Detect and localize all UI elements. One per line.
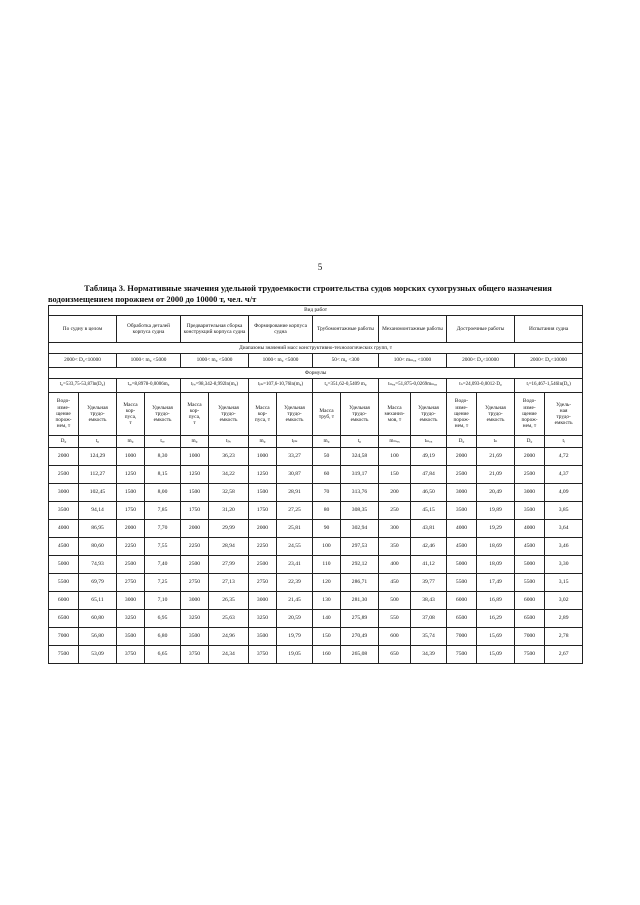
table-cell: 2250 [181, 538, 209, 556]
table-cell: 15,09 [477, 646, 515, 664]
table-cell: 160 [313, 646, 341, 664]
formulas-header: Формулы [49, 368, 583, 379]
table-cell: 292,12 [341, 556, 379, 574]
symbol-cell: D₀ [49, 436, 79, 448]
range-cell: 2000< D₀<10000 [447, 354, 515, 368]
table-cell: 7,40 [145, 556, 181, 574]
table-cell: 6500 [515, 610, 545, 628]
table-cell: 1750 [249, 502, 277, 520]
table-cell: 5000 [49, 556, 79, 574]
table-cell: 74,93 [79, 556, 117, 574]
table-cell: 24,55 [277, 538, 313, 556]
table-cell: 25,63 [209, 610, 249, 628]
table-row [49, 466, 583, 484]
table-cell: 2500 [117, 556, 145, 574]
table-cell: 2000 [447, 448, 477, 466]
table-cell: 6,65 [145, 646, 181, 664]
table-cell: 49,19 [411, 448, 447, 466]
work-type-cell: Достроечные работы [447, 316, 515, 343]
table-cell: 7500 [49, 646, 79, 664]
table-cell: 1000 [181, 448, 209, 466]
table-cell: 32,58 [209, 484, 249, 502]
table-cell: 7000 [49, 628, 79, 646]
table-cell: 275,89 [341, 610, 379, 628]
table-cell: 110 [313, 556, 341, 574]
work-type-cell: Предварительная сборка конструкций корпуса судна [181, 316, 249, 343]
column-header: Масса кор- пуса, т [249, 393, 277, 436]
table-cell: 1500 [249, 484, 277, 502]
table-cell: 45,15 [411, 502, 447, 520]
table-cell: 308,35 [341, 502, 379, 520]
table-row [49, 448, 583, 466]
table-cell: 7000 [515, 628, 545, 646]
caption-line-2: водоизмещением порожнем от 2000 до 10000 т, чел. ч/т [48, 294, 257, 304]
column-header: Удельная трудо- емкость [209, 393, 249, 436]
formula-cell: tₚₑ=98,342-8,992ln(m₀) [181, 379, 249, 393]
table-row [49, 502, 583, 520]
table-cell: 3000 [117, 592, 145, 610]
table-cell: 6,95 [145, 610, 181, 628]
table-cell: 297,53 [341, 538, 379, 556]
table-cell: 50 [313, 448, 341, 466]
symbol-cell: tₘₑₓ [411, 436, 447, 448]
table-cell: 26,35 [209, 592, 249, 610]
table-cell: 2250 [117, 538, 145, 556]
table-cell: 1250 [181, 466, 209, 484]
table-cell: 16,89 [477, 592, 515, 610]
table-cell: 2500 [249, 556, 277, 574]
table-cell: 19,05 [277, 646, 313, 664]
table-cell: 3500 [249, 628, 277, 646]
table-cell: 2000 [49, 448, 79, 466]
table-cell: 6500 [49, 610, 79, 628]
range-cell: 2000< D₀<10000 [515, 354, 583, 368]
table-cell: 60,80 [79, 610, 117, 628]
table-cell: 313,76 [341, 484, 379, 502]
table-cell: 60 [313, 466, 341, 484]
table-cell: 265,08 [341, 646, 379, 664]
table-cell: 5500 [515, 574, 545, 592]
table-cell: 31,20 [209, 502, 249, 520]
table-cell: 1000 [117, 448, 145, 466]
table-cell: 286,71 [341, 574, 379, 592]
table-cell: 130 [313, 592, 341, 610]
table-cell: 302,94 [341, 520, 379, 538]
symbol-cell: m₀ [249, 436, 277, 448]
table-cell: 43,81 [411, 520, 447, 538]
table-cell: 38,43 [411, 592, 447, 610]
table-cell: 4,72 [545, 448, 583, 466]
table-cell: 5500 [447, 574, 477, 592]
table-cell: 450 [379, 574, 411, 592]
table-cell: 69,79 [79, 574, 117, 592]
column-header: Масса кор- пуса, т [181, 393, 209, 436]
table-cell: 3,02 [545, 592, 583, 610]
formula-cell: t₀=351,62-0,5409 m₀ [313, 379, 379, 393]
table-cell: 19,29 [477, 520, 515, 538]
table-cell: 18,69 [477, 538, 515, 556]
table-cell: 37,08 [411, 610, 447, 628]
column-header: Масса кор- пуса, т [117, 393, 145, 436]
table-cell: 4000 [49, 520, 79, 538]
table-cell: 3,15 [545, 574, 583, 592]
table-cell: 86,95 [79, 520, 117, 538]
symbol-cell: tᵢ [545, 436, 583, 448]
table-cell: 15,69 [477, 628, 515, 646]
table-cell: 18,09 [477, 556, 515, 574]
table-row [49, 520, 583, 538]
work-type-cell: Обработка деталей корпуса судна [117, 316, 181, 343]
table-cell: 3500 [515, 502, 545, 520]
table-cell: 3000 [49, 484, 79, 502]
table-cell: 150 [379, 466, 411, 484]
table-cell: 3000 [447, 484, 477, 502]
range-cell: 2000< D₀<10000 [49, 354, 117, 368]
symbol-cell: m₀ [117, 436, 145, 448]
table-cell: 33,27 [277, 448, 313, 466]
table-cell: 27,13 [209, 574, 249, 592]
table-cell: 4500 [49, 538, 79, 556]
table-cell: 6,80 [145, 628, 181, 646]
column-header: Удель- ная трудо- емкость [545, 393, 583, 436]
table-cell: 650 [379, 646, 411, 664]
table-cell: 3000 [515, 484, 545, 502]
formula-cell: tᵢ=16,467-1,546ln(D₀) [515, 379, 583, 393]
table-cell: 1250 [249, 466, 277, 484]
range-cell: 1000< m₀ <5000 [117, 354, 181, 368]
symbol-cell: m₀ [313, 436, 341, 448]
table-row [49, 628, 583, 646]
table-cell: 3500 [49, 502, 79, 520]
column-header: Водо- изме- щение порож- нем, т [49, 393, 79, 436]
table-cell: 25,81 [277, 520, 313, 538]
table-cell: 112,27 [79, 466, 117, 484]
table-cell: 20,49 [477, 484, 515, 502]
table-cell: 90 [313, 520, 341, 538]
table-cell: 350 [379, 538, 411, 556]
column-header: Масса труб, т [313, 393, 341, 436]
table-cell: 7,55 [145, 538, 181, 556]
table-cell: 500 [379, 592, 411, 610]
table-cell: 6000 [49, 592, 79, 610]
table-cell: 3250 [249, 610, 277, 628]
column-header: Удельная трудо- емкость [79, 393, 117, 436]
table-cell: 39,77 [411, 574, 447, 592]
table-cell: 150 [313, 628, 341, 646]
table-cell: 2250 [249, 538, 277, 556]
table-cell: 2,89 [545, 610, 583, 628]
table-cell: 6000 [447, 592, 477, 610]
table-cell: 2,78 [545, 628, 583, 646]
table-cell: 4500 [447, 538, 477, 556]
table-cell: 53,09 [79, 646, 117, 664]
table-cell: 7500 [515, 646, 545, 664]
work-type-cell: Механомонтажные работы [379, 316, 447, 343]
table-cell: 550 [379, 610, 411, 628]
table-cell: 5000 [515, 556, 545, 574]
table-cell: 94,14 [79, 502, 117, 520]
table-cell: 6000 [515, 592, 545, 610]
table-cell: 3750 [249, 646, 277, 664]
table-cell: 3500 [181, 628, 209, 646]
range-cell: 100< mₘₑₓ <1000 [379, 354, 447, 368]
table-cell: 300 [379, 520, 411, 538]
table-cell: 400 [379, 556, 411, 574]
table-cell: 200 [379, 484, 411, 502]
table-cell: 2750 [249, 574, 277, 592]
table-cell: 30,87 [277, 466, 313, 484]
symbol-cell: m₀ [181, 436, 209, 448]
table-cell: 140 [313, 610, 341, 628]
table-cell: 34,39 [411, 646, 447, 664]
table-cell: 16,29 [477, 610, 515, 628]
table-cell: 1750 [117, 502, 145, 520]
formula-cell: t₀=533,75-53,87ln(D₀) [49, 379, 117, 393]
table-cell: 21,69 [477, 448, 515, 466]
table-cell: 2000 [181, 520, 209, 538]
table-cell: 7,70 [145, 520, 181, 538]
table-row [49, 574, 583, 592]
symbol-cell: D₀ [447, 436, 477, 448]
table-cell: 2750 [117, 574, 145, 592]
table-cell: 324,58 [341, 448, 379, 466]
table-cell: 28,91 [277, 484, 313, 502]
norms-table [48, 305, 583, 664]
table-cell: 3750 [181, 646, 209, 664]
table-cell: 3000 [181, 592, 209, 610]
table-cell: 3500 [447, 502, 477, 520]
table-cell: 24,34 [209, 646, 249, 664]
column-header: Масса механиз- мов, т [379, 393, 411, 436]
work-type-header: Вид работ [49, 306, 583, 316]
table-cell: 3,30 [545, 556, 583, 574]
table-cell: 34,22 [209, 466, 249, 484]
symbol-cell: mₘₑₓ [379, 436, 411, 448]
table-cell: 8,15 [145, 466, 181, 484]
table-cell: 4500 [515, 538, 545, 556]
ranges-header: Диапазоны значений масс конструктивно-технологических групп, т [49, 343, 583, 354]
table-cell: 2,67 [545, 646, 583, 664]
table-cell: 65,11 [79, 592, 117, 610]
table-cell: 35,74 [411, 628, 447, 646]
formula-cell: tₘₑₓ=51,875-0,0269mₘₑₓ [379, 379, 447, 393]
formula-cell: tₒₑ=8,8978-0,0006m₀ [117, 379, 181, 393]
table-cell: 2000 [515, 448, 545, 466]
symbol-cell: tₒₑ [145, 436, 181, 448]
table-cell: 6500 [447, 610, 477, 628]
column-header: Удельная трудо- емкость [341, 393, 379, 436]
table-cell: 3000 [249, 592, 277, 610]
table-cell: 46,50 [411, 484, 447, 502]
table-row [49, 646, 583, 664]
table-cell: 24,96 [209, 628, 249, 646]
table-caption [48, 283, 588, 305]
table-cell: 2500 [181, 556, 209, 574]
table-cell: 3250 [181, 610, 209, 628]
table-cell: 1750 [181, 502, 209, 520]
range-cell: 1000< m₀ <5000 [181, 354, 249, 368]
formula-cell: tₙ=24,093-0,0012·D₀ [447, 379, 515, 393]
table-cell: 23,41 [277, 556, 313, 574]
table-cell: 28,94 [209, 538, 249, 556]
table-cell: 36,23 [209, 448, 249, 466]
table-cell: 7,85 [145, 502, 181, 520]
column-header: Водо- изме- щение порож- нем, т [515, 393, 545, 436]
table-cell: 2500 [49, 466, 79, 484]
table-cell: 2500 [515, 466, 545, 484]
table-cell: 2750 [181, 574, 209, 592]
symbol-cell: tₚₖ [277, 436, 313, 448]
symbol-cell: tₚₑ [209, 436, 249, 448]
table-cell: 2000 [117, 520, 145, 538]
table-row [49, 484, 583, 502]
work-type-cell: Испытания судна [515, 316, 583, 343]
table-cell: 4,37 [545, 466, 583, 484]
table-cell: 5500 [49, 574, 79, 592]
table-cell: 17,49 [477, 574, 515, 592]
table-cell: 3,85 [545, 502, 583, 520]
table-cell: 80,60 [79, 538, 117, 556]
table-cell: 8,00 [145, 484, 181, 502]
table-cell: 27,99 [209, 556, 249, 574]
caption-line-1: Таблица 3. Нормативные значения удельной трудоемкости строительства судов морских сухогрузных общего назначения [84, 283, 552, 293]
work-type-cell: По судну в целом [49, 316, 117, 343]
table-cell: 7000 [447, 628, 477, 646]
table-cell: 1500 [117, 484, 145, 502]
table-cell: 1000 [249, 448, 277, 466]
range-cell: 50< m₀ <300 [313, 354, 379, 368]
table-cell: 600 [379, 628, 411, 646]
table-cell: 1500 [181, 484, 209, 502]
table-cell: 4000 [515, 520, 545, 538]
table-cell: 1250 [117, 466, 145, 484]
table-cell: 3,64 [545, 520, 583, 538]
table-cell: 7,10 [145, 592, 181, 610]
formula-cell: tₚₖ=107,6-10,76ln(m₀) [249, 379, 313, 393]
table-cell: 8,30 [145, 448, 181, 466]
table-cell: 41,12 [411, 556, 447, 574]
table-cell: 4000 [447, 520, 477, 538]
symbol-cell: D₀ [515, 436, 545, 448]
table-cell: 3750 [117, 646, 145, 664]
table-row [49, 538, 583, 556]
table-cell: 21,45 [277, 592, 313, 610]
table-cell: 3,46 [545, 538, 583, 556]
table-cell: 3500 [117, 628, 145, 646]
column-header: Удельная трудо- емкость [277, 393, 313, 436]
table-cell: 4,09 [545, 484, 583, 502]
table-cell: 29,99 [209, 520, 249, 538]
table-cell: 250 [379, 502, 411, 520]
page-number: 5 [317, 262, 323, 272]
table-cell: 27,25 [277, 502, 313, 520]
symbol-cell: t₀ [79, 436, 117, 448]
table-cell: 102,45 [79, 484, 117, 502]
table-cell: 20,59 [277, 610, 313, 628]
table-row [49, 556, 583, 574]
table-cell: 19,89 [477, 502, 515, 520]
table-cell: 281,30 [341, 592, 379, 610]
column-header: Удельная трудо- емкость [477, 393, 515, 436]
table-cell: 3250 [117, 610, 145, 628]
symbol-cell: t₀ [341, 436, 379, 448]
table-cell: 319,17 [341, 466, 379, 484]
table-cell: 120 [313, 574, 341, 592]
table-cell: 70 [313, 484, 341, 502]
table-cell: 21,09 [477, 466, 515, 484]
table-cell: 42,46 [411, 538, 447, 556]
table-cell: 7,25 [145, 574, 181, 592]
table-cell: 80 [313, 502, 341, 520]
table-cell: 5000 [447, 556, 477, 574]
table-cell: 22,39 [277, 574, 313, 592]
table-cell: 19,79 [277, 628, 313, 646]
table-row [49, 592, 583, 610]
table-row [49, 610, 583, 628]
table-cell: 2000 [249, 520, 277, 538]
table-cell: 100 [379, 448, 411, 466]
table-cell: 270,49 [341, 628, 379, 646]
range-cell: 1000< m₀ <5000 [249, 354, 313, 368]
work-type-cell: Трубомонтажные работы [313, 316, 379, 343]
work-type-cell: Формирование корпуса судна [249, 316, 313, 343]
column-header: Удельная трудо- емкость [145, 393, 181, 436]
table-cell: 124,29 [79, 448, 117, 466]
column-header: Удельная трудо- емкость [411, 393, 447, 436]
table-cell: 47,84 [411, 466, 447, 484]
table-cell: 100 [313, 538, 341, 556]
column-header: Водо- изме- щение порож- нем, т [447, 393, 477, 436]
table-cell: 2500 [447, 466, 477, 484]
symbol-cell: tₙ [477, 436, 515, 448]
table-cell: 56,80 [79, 628, 117, 646]
table-cell: 7500 [447, 646, 477, 664]
